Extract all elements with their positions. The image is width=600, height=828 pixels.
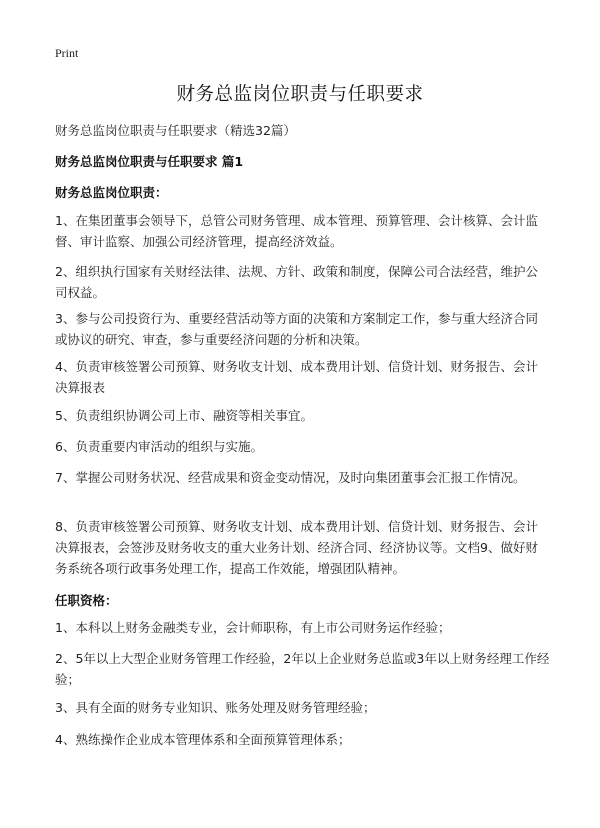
duty-item-8: 8、负责审核签署公司预算、财务收支计划、成本费用计划、信贷计划、财务报告、会计决算报表，会签涉及财务收支的重大业务计划、经济合同、经济协议等。文档9、做好财务系统各项行政事务处理工作，提高工作效能，增强团队精神。 (55, 519, 538, 576)
duty-item-5: 5、负责组织协调公司上市、融资等相关事宜。 (55, 408, 313, 423)
document-subtitle: 财务总监岗位职责与任职要求（精选32篇） (55, 123, 296, 138)
duty-item-6: 6、负责重要内审活动的组织与实施。 (55, 439, 263, 454)
requirement-item-2: 2、5年以上大型企业财务管理工作经验，2年以上企业财务总监或3年以上财务经理工作经验； (55, 651, 550, 687)
requirements-heading: 任职资格： (55, 593, 118, 608)
part-heading: 财务总监岗位职责与任职要求 篇1 (55, 154, 244, 169)
requirement-item-4: 4、熟练操作企业成本管理体系和全面预算管理体系； (55, 732, 351, 747)
requirement-item-3: 3、具有全面的财务专业知识、账务处理及财务管理经验； (55, 700, 376, 715)
duty-item-7: 7、掌握公司财务状况、经营成果和资金变动情况，及时向集团董事会汇报工作情况。 (55, 470, 526, 485)
print-label: Print (55, 46, 79, 60)
duty-item-3: 3、参与公司投资行为、重要经营活动等方面的决策和方案制定工作，参与重大经济合同或协议的研究、审查，参与重要经济问题的分析和决策。 (55, 311, 538, 347)
duty-item-2: 2、组织执行国家有关财经法律、法规、方针、政策和制度，保障公司合法经营，维护公司权益。 (55, 264, 538, 300)
duty-item-4: 4、负责审核签署公司预算、财务收支计划、成本费用计划、信贷计划、财务报告、会计决算报表 (55, 359, 538, 395)
duties-heading: 财务总监岗位职责： (55, 185, 168, 200)
page-title: 财务总监岗位职责与任职要求 (176, 84, 424, 105)
duty-item-1: 1、在集团董事会领导下，总管公司财务管理、成本管理、预算管理、会计核算、会计监督、审计监察、加强公司经济管理，提高经济效益。 (55, 213, 538, 249)
requirement-item-1: 1、本科以上财务金融类专业，会计师职称，有上市公司财务运作经验； (55, 620, 451, 635)
